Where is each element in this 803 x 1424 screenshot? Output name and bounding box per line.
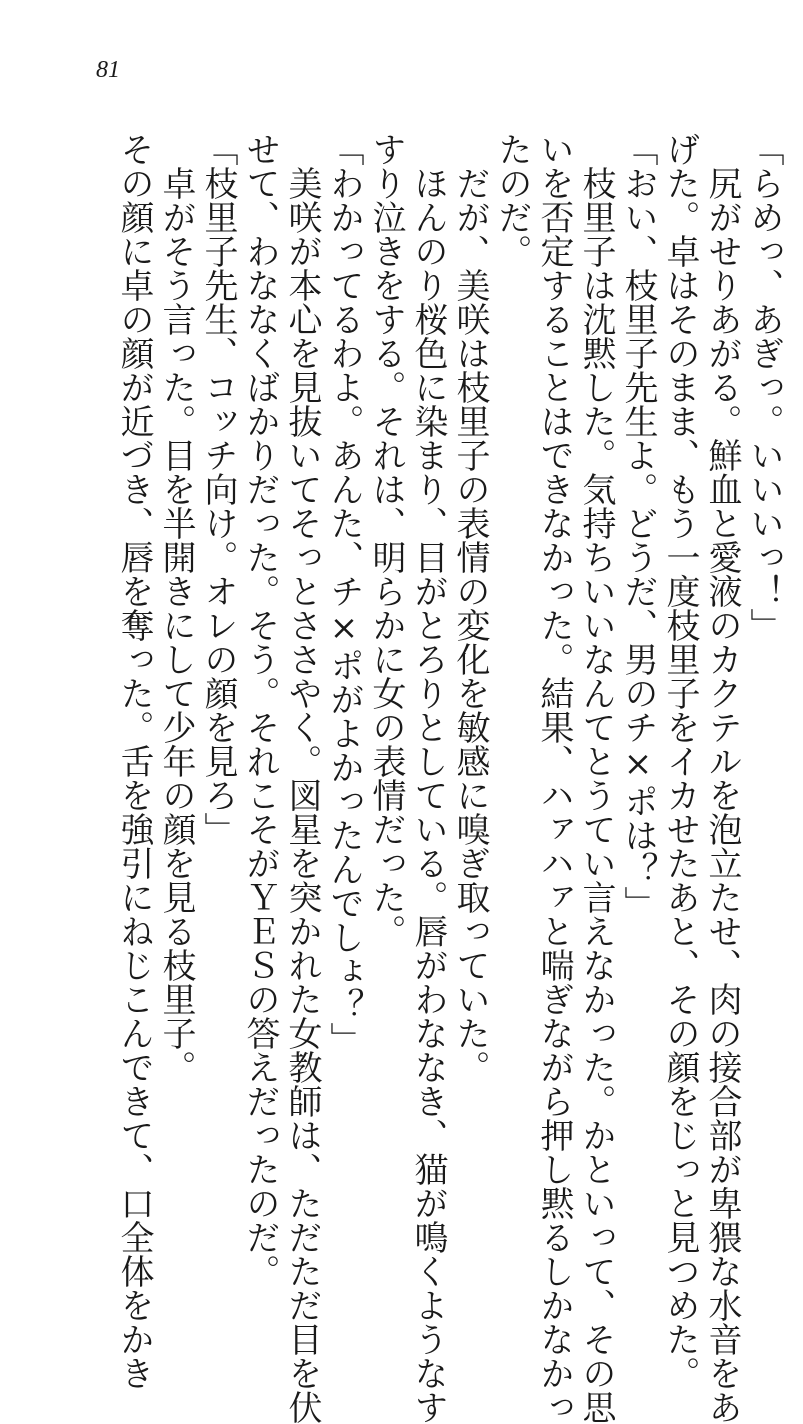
text-line-3: 「枝里子先生、コッチ向け。オレの顔を見ろ」 bbox=[198, 132, 238, 846]
text-line-13: 「おい、枝里子先生よ。どうだ、男のチ×ポは？」 bbox=[618, 132, 658, 920]
text-line-15: 尻がせりあがる。鮮血と愛液のカクテルを泡立たせ、肉の接合部が卑猥な水音をあ bbox=[702, 132, 742, 1424]
page-number: 81 bbox=[96, 57, 120, 83]
text-line-11: いを否定することはできなかった。結果、ハァハァと喘ぎながら押し黙るしかなかっ bbox=[534, 132, 574, 1424]
text-line-7: すり泣きをする。それは、明らかに女の表情だった。 bbox=[366, 132, 406, 948]
text-line-4: せて、わななくばかりだった。そう。それこそがＹＥＳの答えだったのだ。 bbox=[240, 132, 280, 1288]
text-line-6: 「わかってるわよ。あんた、チ×ポがよかったんでしょ？」 bbox=[324, 132, 364, 1056]
text-line-16: 「らめっ、あぎっ。いいいっ！」 bbox=[744, 132, 784, 642]
text-line-9: だが、美咲は枝里子の表情の変化を敏感に嗅ぎ取っていた。 bbox=[450, 132, 490, 1084]
text-line-1: その顔に卓の顔が近づき、唇を奪った。舌を強引にねじこんできて、口全体をかき bbox=[114, 132, 154, 1390]
body-text bbox=[113, 132, 785, 1424]
text-line-12: 枝里子は沈黙した。気持ちいいなんてとうてい言えなかった。かといって、その思 bbox=[576, 132, 616, 1424]
text-line-10: たのだ。 bbox=[492, 132, 532, 268]
text-line-5: 美咲が本心を見抜いてそっとささやく。図星を突かれた女教師は、ただただ目を伏 bbox=[282, 132, 322, 1424]
text-line-2: 卓がそう言った。目を半開きにして少年の顔を見る枝里子。 bbox=[156, 132, 196, 1084]
text-line-8: ほんのり桜色に染まり、目がとろりとしている。唇がわななき、猫が鳴くようなす bbox=[408, 132, 448, 1424]
text-line-14: げた。卓はそのまま、もう一度枝里子をイカせたあと、その顔をじっと見つめた。 bbox=[660, 132, 700, 1390]
